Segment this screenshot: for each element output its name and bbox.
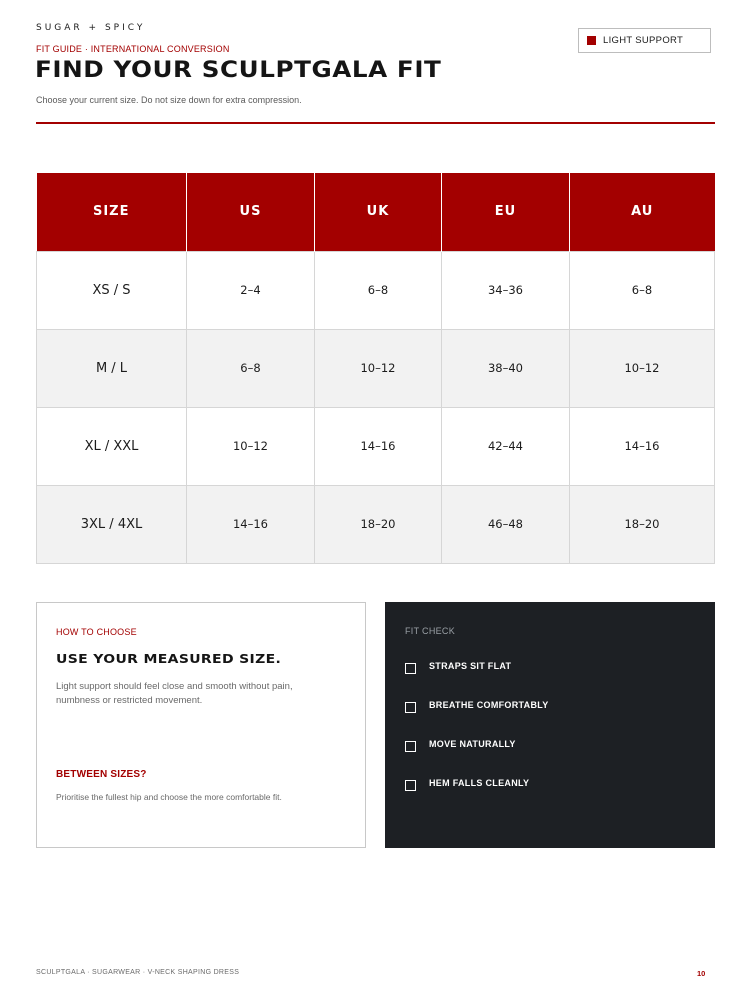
eu-cell: 34–36 <box>442 251 570 329</box>
eu-cell: 38–40 <box>442 329 570 407</box>
red-square-icon <box>587 36 596 45</box>
page-number: 10 <box>697 969 706 978</box>
au-cell: 18–20 <box>570 485 715 563</box>
table-row <box>37 485 715 563</box>
brand-name: SUGAR + SPICY <box>36 23 146 33</box>
column-header-size: SIZE <box>37 173 187 251</box>
eu-cell: 42–44 <box>442 407 570 485</box>
how-to-choose-heading: USE YOUR MEASURED SIZE. <box>56 651 282 666</box>
eu-cell: 46–48 <box>442 485 570 563</box>
us-cell: 14–16 <box>187 485 315 563</box>
table-row <box>37 329 715 407</box>
table-header-row <box>37 173 715 251</box>
page-kicker: FIT GUIDE · INTERNATIONAL CONVERSION <box>36 44 230 54</box>
uk-cell: 14–16 <box>315 407 442 485</box>
uk-cell: 6–8 <box>315 251 442 329</box>
fit-check-label: BREATHE COMFORTABLY <box>429 700 549 710</box>
column-header-uk: UK <box>315 173 442 251</box>
between-sizes-body: Prioritise the fullest hip and choose the more comfortable fit. <box>56 792 282 802</box>
footer-product-line: SCULPTGALA · SUGARWEAR · V-NECK SHAPING DRESS <box>36 969 240 976</box>
au-cell: 14–16 <box>570 407 715 485</box>
size-cell: 3XL / 4XL <box>37 485 187 563</box>
between-sizes-title: BETWEEN SIZES? <box>56 769 147 780</box>
au-cell: 10–12 <box>570 329 715 407</box>
checkbox-icon[interactable] <box>405 663 416 674</box>
fit-check-item <box>405 736 516 752</box>
us-cell: 6–8 <box>187 329 315 407</box>
fit-check-label: STRAPS SIT FLAT <box>429 661 512 671</box>
table-row <box>37 407 715 485</box>
fit-check-item <box>405 775 529 791</box>
support-level-badge <box>578 28 711 53</box>
fit-check-card <box>385 602 715 848</box>
fit-check-label: HEM FALLS CLEANLY <box>429 778 530 788</box>
how-to-choose-kicker: HOW TO CHOOSE <box>56 627 137 637</box>
checkbox-icon[interactable] <box>405 780 416 791</box>
fit-check-kicker: FIT CHECK <box>405 626 456 636</box>
column-header-au: AU <box>570 173 715 251</box>
badge-label: LIGHT SUPPORT <box>603 35 684 46</box>
us-cell: 2–4 <box>187 251 315 329</box>
fit-check-label: MOVE NATURALLY <box>429 739 516 749</box>
size-cell: XL / XXL <box>37 407 187 485</box>
checkbox-icon[interactable] <box>405 702 416 713</box>
uk-cell: 18–20 <box>315 485 442 563</box>
fit-check-item <box>405 697 549 713</box>
page-subtitle: Choose your current size. Do not size down for extra compression. <box>36 95 302 105</box>
column-header-us: US <box>187 173 315 251</box>
size-conversion-table <box>36 173 715 564</box>
us-cell: 10–12 <box>187 407 315 485</box>
size-cell: M / L <box>37 329 187 407</box>
page-title: FIND YOUR SCULPTGALA FIT <box>35 58 442 83</box>
table-row <box>37 251 715 329</box>
how-to-choose-card <box>36 602 366 848</box>
size-cell: XS / S <box>37 251 187 329</box>
how-to-choose-body: Light support should feel close and smooth without pain, numbness or restricted movement. <box>56 681 293 706</box>
uk-cell: 10–12 <box>315 329 442 407</box>
checkbox-icon[interactable] <box>405 741 416 752</box>
fit-check-item <box>405 658 511 674</box>
column-header-eu: EU <box>442 173 570 251</box>
au-cell: 6–8 <box>570 251 715 329</box>
header-divider <box>36 122 715 124</box>
